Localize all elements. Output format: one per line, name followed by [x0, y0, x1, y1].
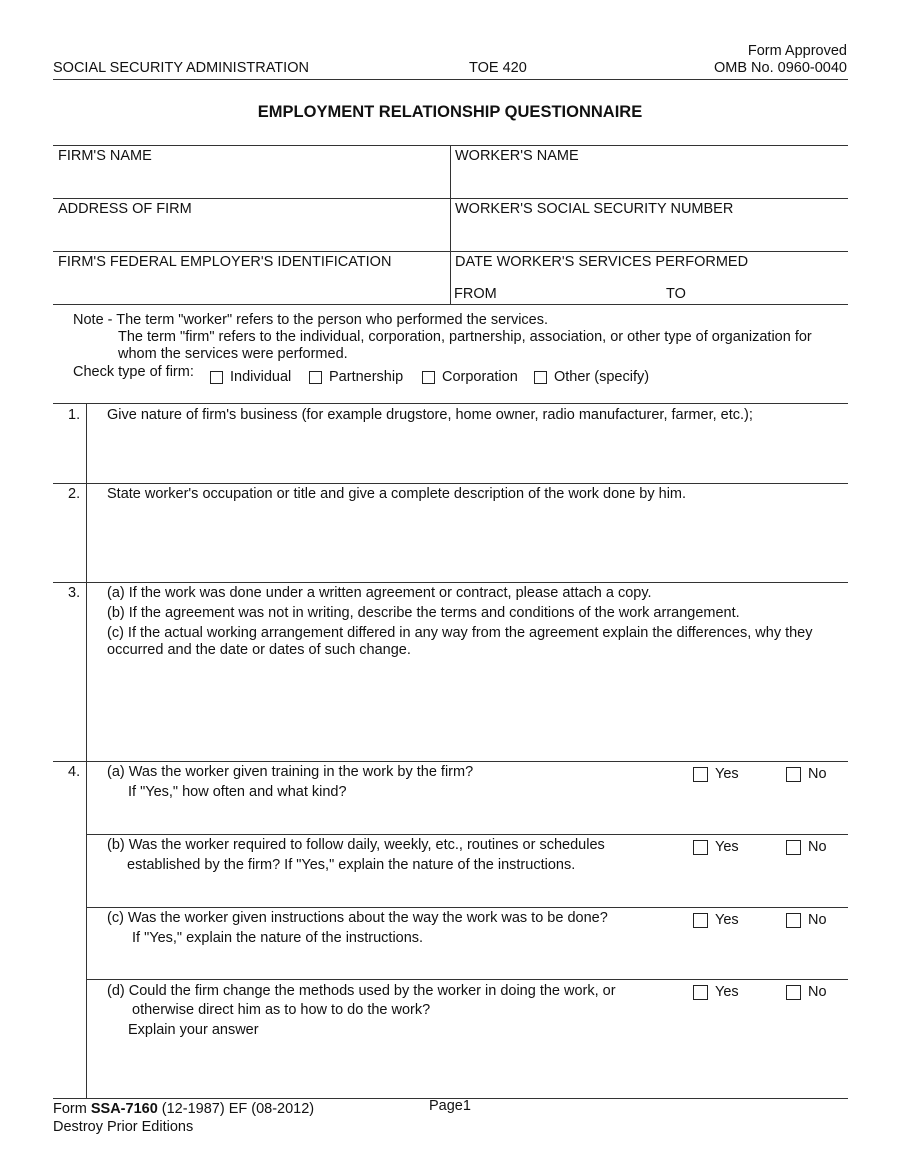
yes-label: Yes [715, 912, 739, 928]
yes-label: Yes [715, 984, 739, 1000]
q4d-top-border [86, 979, 848, 980]
q4a-no-option[interactable] [786, 766, 827, 783]
date-from-field[interactable]: FROM [454, 286, 497, 302]
q2-number: 2. [68, 486, 81, 502]
firm-type-individual[interactable] [210, 369, 291, 386]
form-prefix: Form [53, 1101, 91, 1117]
q4-top-border [53, 761, 848, 762]
note-line-3: whom the services were performed. [118, 346, 348, 362]
q4c-top-border [86, 907, 848, 908]
q4d-yes-option[interactable] [693, 984, 739, 1001]
option-label: Individual [230, 369, 292, 385]
firm-ein-field[interactable]: FIRM'S FEDERAL EMPLOYER'S IDENTIFICATION [58, 254, 392, 270]
q4a-text-line-1: (a) Was the worker given training in the work by the firm? [107, 764, 474, 780]
no-label: No [808, 912, 827, 928]
firm-name-field[interactable]: FIRM'S NAME [58, 148, 152, 164]
q2-text: State worker's occupation or title and give a complete description of the work done by him. [107, 486, 687, 502]
firm-type-label: Check type of firm: [73, 364, 194, 380]
q4a-yes-option[interactable] [693, 766, 739, 783]
checkbox-icon[interactable] [786, 767, 801, 782]
option-label: Other (specify) [554, 369, 650, 385]
id-bottom-border [53, 304, 848, 305]
omb-number: OMB No. 0960-0040 [714, 60, 847, 76]
checkbox-icon[interactable] [693, 913, 708, 928]
note-line-1: Note - The term "worker" refers to the person who performed the services. [73, 312, 549, 328]
q3a-text: (a) If the work was done under a written agreement or contract, please attach a copy. [107, 585, 652, 601]
no-label: No [808, 839, 827, 855]
q4b-text-line-2: established by the firm? If "Yes," explain the nature of the instructions. [127, 857, 576, 873]
page-number: Page1 [429, 1098, 471, 1114]
no-label: No [808, 984, 827, 1000]
service-dates-label: DATE WORKER'S SERVICES PERFORMED [455, 254, 749, 270]
q4d-text-line-3: Explain your answer [128, 1022, 259, 1038]
q4c-yes-option[interactable] [693, 912, 739, 929]
checkbox-icon[interactable] [210, 371, 223, 384]
option-label: Partnership [329, 369, 404, 385]
q4c-text-line-2: If "Yes," explain the nature of the instructions. [132, 930, 424, 946]
firm-type-corporation[interactable] [422, 369, 518, 386]
q4-number: 4. [68, 764, 81, 780]
checkbox-icon[interactable] [786, 913, 801, 928]
checkbox-icon[interactable] [422, 371, 435, 384]
worker-name-field[interactable]: WORKER'S NAME [455, 148, 579, 164]
id-column-divider [450, 145, 451, 304]
q4d-no-option[interactable] [786, 984, 827, 1001]
q1-text: Give nature of firm's business (for example drugstore, home owner, radio manufacturer, farmer, etc.); [107, 407, 753, 423]
agency-name: SOCIAL SECURITY ADMINISTRATION [53, 60, 309, 76]
checkbox-icon[interactable] [693, 840, 708, 855]
q4c-no-option[interactable] [786, 912, 827, 929]
q3-number: 3. [68, 585, 81, 601]
date-to-field[interactable]: TO [666, 286, 686, 302]
worker-ssn-field[interactable]: WORKER'S SOCIAL SECURITY NUMBER [455, 201, 734, 217]
note-line-2: The term "firm" refers to the individual, corporation, partnership, association, or other type of organization for [118, 329, 812, 345]
toe-code: TOE 420 [469, 60, 527, 76]
checkbox-icon[interactable] [693, 985, 708, 1000]
yes-label: Yes [715, 839, 739, 855]
q4b-top-border [86, 834, 848, 835]
yes-label: Yes [715, 766, 739, 782]
checkbox-icon[interactable] [786, 840, 801, 855]
q4d-text-line-2: otherwise direct him as to how to do the work? [132, 1002, 431, 1018]
q2-top-border [53, 483, 848, 484]
firm-type-partnership[interactable] [309, 369, 403, 386]
q4d-answer-area[interactable] [87, 1042, 847, 1096]
form-approved: Form Approved [747, 43, 847, 59]
page-title: EMPLOYMENT RELATIONSHIP QUESTIONNAIRE [257, 103, 643, 121]
q4d-text-line-1: (d) Could the firm change the methods used by the worker in doing the work, or [107, 983, 616, 999]
checkbox-icon[interactable] [534, 371, 547, 384]
q4b-no-option[interactable] [786, 839, 827, 856]
q3c-text-line-1: (c) If the actual working arrangement differed in any way from the agreement explain the differences, why they [107, 625, 813, 641]
q4a-text-line-2: If "Yes," how often and what kind? [128, 784, 347, 800]
option-label: Corporation [442, 369, 518, 385]
header-divider [53, 79, 848, 80]
q1-answer-area[interactable] [87, 430, 847, 480]
q3-answer-area[interactable] [87, 665, 847, 759]
form-id [53, 1101, 314, 1118]
q4c-text-line-1: (c) Was the worker given instructions about the way the work was to be done? [107, 910, 608, 926]
q1-top-border [53, 403, 848, 404]
q3b-text: (b) If the agreement was not in writing, describe the terms and conditions of the work arrangement. [107, 605, 740, 621]
form-revision: (12-1987) EF (08-2012) [157, 1101, 315, 1117]
firm-address-field[interactable]: ADDRESS OF FIRM [58, 201, 192, 217]
q4b-yes-option[interactable] [693, 839, 739, 856]
q2-answer-area[interactable] [87, 510, 847, 580]
firm-type-other[interactable] [534, 369, 649, 386]
no-label: No [808, 766, 827, 782]
checkbox-icon[interactable] [309, 371, 322, 384]
q3c-text-line-2: occurred and the date or dates of such change. [107, 642, 411, 658]
destroy-notice: Destroy Prior Editions [53, 1119, 194, 1135]
q3-top-border [53, 582, 848, 583]
form-number: SSA-7160 [90, 1101, 158, 1117]
checkbox-icon[interactable] [693, 767, 708, 782]
q1-number: 1. [68, 407, 81, 423]
checkbox-icon[interactable] [786, 985, 801, 1000]
q4b-text-line-1: (b) Was the worker required to follow daily, weekly, etc., routines or schedules [107, 837, 605, 853]
